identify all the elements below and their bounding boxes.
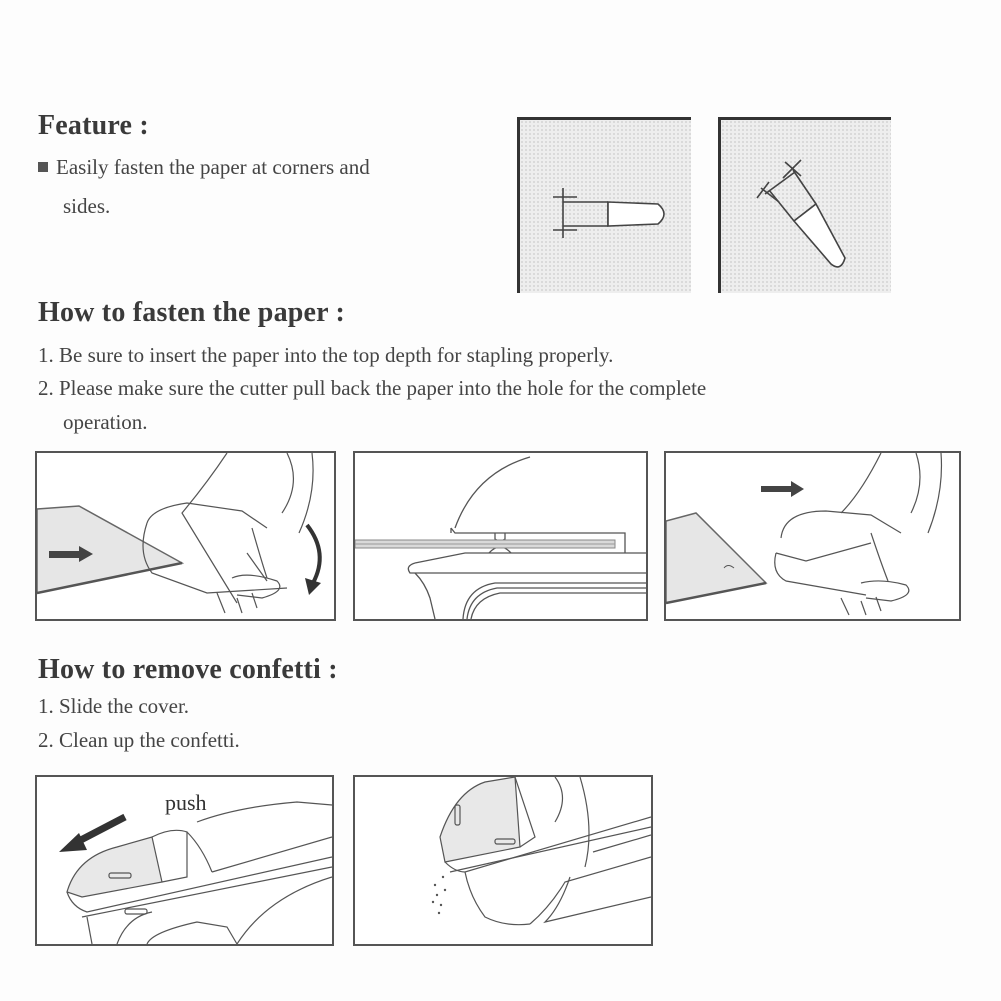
pull-back-illustration [664, 451, 961, 621]
feature-text-line2: sides. [63, 194, 111, 218]
confetti-step-1: 1. Slide the cover. [38, 694, 190, 718]
confetti-step-2: 2. Clean up the confetti. [38, 728, 240, 752]
slide-cover-illustration [35, 775, 334, 946]
fasten-step-1: 1. Be sure to insert the paper into the top depth for stapling properly. [38, 343, 614, 367]
push-label: push [165, 790, 207, 815]
fasten-step-2: 2. Please make sure the cutter pull back the paper into the hole for the complete [38, 376, 707, 400]
side-fastening-diagram [517, 117, 691, 293]
feature-text-line1: Easily fasten the paper at corners and [56, 155, 370, 179]
arrow-left-icon [59, 817, 125, 852]
curved-arrow-down-icon [305, 525, 321, 595]
arrow-right-icon [761, 481, 804, 497]
paper-depth-illustration [353, 451, 648, 621]
confetti-dots-icon [432, 876, 446, 914]
feature-heading: Feature : [38, 110, 149, 141]
confetti-heading: How to remove confetti : [38, 654, 338, 685]
corner-fastening-diagram [718, 117, 891, 293]
feature-bullet [38, 155, 370, 180]
fasten-heading: How to fasten the paper : [38, 297, 346, 328]
square-bullet-icon [38, 162, 48, 172]
clean-confetti-illustration [353, 775, 653, 946]
insert-paper-illustration [35, 451, 336, 621]
fasten-step-2-cont: operation. [63, 410, 148, 434]
